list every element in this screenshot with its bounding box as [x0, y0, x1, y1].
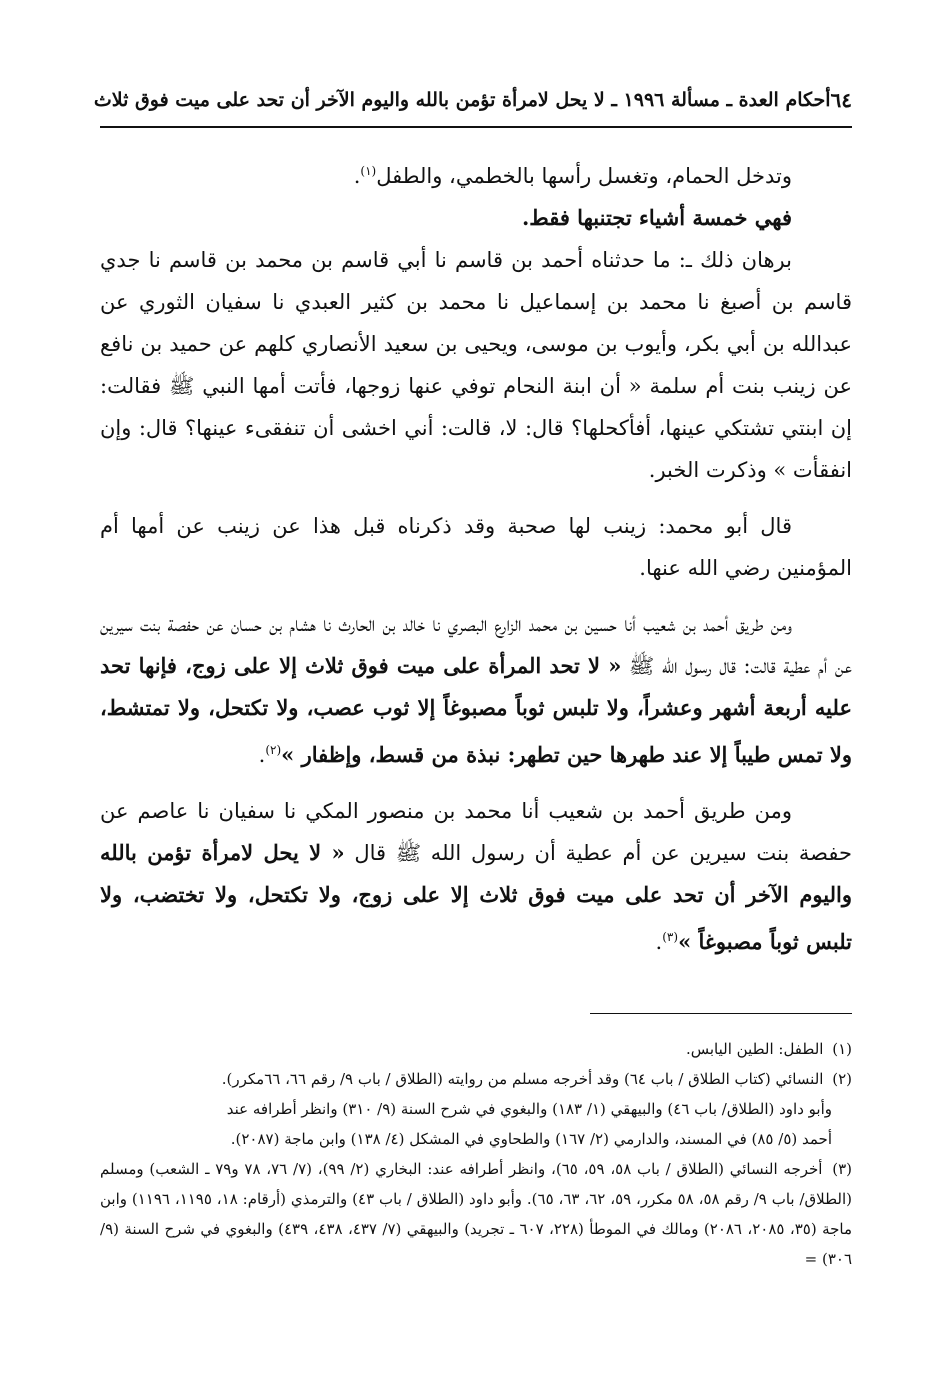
- footnote-divider: [590, 1013, 852, 1014]
- footnote-number: (٢): [832, 1070, 852, 1088]
- paragraph-abu-muhammad: قال أبو محمد: زينب لها صحبة وقد ذكرناه قبل هذا عن زينب عن أمها أم المؤمنين رضي الله عنها.: [100, 514, 852, 580]
- hadith-text: « لا تحد المرأة على ميت فوق ثلاث إلا على زوج، فإنها تحد عليه أربعة أشهر وعشراً، ولا تلبس ثوباً مصبوغاً إلا ثوب عصب، ولا تكتحل، ولا تمتشط، ولا تمس طيباً إلا عند طهرها حين تطهر: نبذة من قسط، وإظفار »: [100, 653, 852, 767]
- footnote: [100, 1064, 852, 1094]
- paragraph-text: وتدخل الحمام، وتغسل رأسها بالخطمي، والطفل: [376, 164, 792, 188]
- paragraph-summary: فهي خمسة أشياء تجتنبها فقط.: [521, 205, 792, 230]
- footnote-text: الطفل: الطين اليابس.: [685, 1040, 824, 1058]
- hadith-text: « لا يحل لامرأة تؤمن بالله واليوم الآخر أن تحد على ميت فوق ثلاث إلا على زوج، ولا تكتحل، ولا تختضب، ولا تلبس ثوباً مصبوغاً »: [100, 840, 852, 954]
- paragraph-hadith-1: [100, 603, 852, 776]
- footnote-number: (٣): [832, 1160, 852, 1178]
- isnad-text: ومن طريق أحمد بن شعيب أنا حسين بن محمد الزارع البصري نا خالد بن الحارث نا هشام بن حسان عن حفصة بنت سيرين عن أم عطية قالت: قال رسول الله ﷺ: [100, 612, 852, 678]
- running-title: أحكام العدة ـ مسألة ١٩٩٦ ـ لا يحل لامرأة تؤمن بالله واليوم الآخر أن تحد على ميت فوق ثلاث: [93, 89, 831, 111]
- isnad-text: ومن طريق أحمد بن شعيب أنا محمد بن منصور المكي نا سفيان نا عاصم عن حفصة بنت سيرين عن أم عطية أن رسول الله ﷺ قال: [100, 799, 852, 865]
- page-number: ٦٤: [830, 88, 852, 112]
- footnote-ref: (١): [360, 164, 377, 178]
- page-header: [93, 80, 852, 120]
- header-divider: [100, 126, 852, 128]
- paragraph-hadith-2: [100, 790, 852, 963]
- footnote-continuation: أحمد (٥/ ٨٥) في المسند، والدارمي (٢/ ١٦٧) والطحاوي في المشكل (٤/ ١٣٨) وابن ماجة (٢٠٨٧).: [230, 1130, 832, 1148]
- footnotes: [100, 1034, 852, 1274]
- main-text: [100, 150, 852, 963]
- paragraph-end: .: [655, 930, 663, 954]
- footnote-text: أخرجه النسائي (الطلاق / باب ٥٨، ٥٩، ٦٥)، وانظر أطرافه عند: البخاري (٢/ ٩٩)، (٧/ ٧٦، ٧٨ و٧٩ ـ الشعب) ومسلم (الطلاق/ باب ٩/ رقم ٥٨، ٥٨ مكرر، ٥٩، ٦٢، ٦٣، ٦٥). وأبو داود (الطلاق / باب ٤٣) والترمذي (أرقام: ١٨، ١١٩٥، ١١٩٦) وابن ماجة (٣٥، ٢٠٨٥، ٢٠٨٦) ومالك في الموطأ (٢٢٨، ٦٠٧ ـ تجريد) والبيهقي (٧/ ٤٣٧، ٤٣٨، ٤٣٩) والبغوي في شرح السنة (٩/ ٣٠٦) =: [100, 1160, 853, 1268]
- footnote-text: النسائي (كتاب الطلاق / باب ٦٤) وقد أخرجه مسلم من روايته (الطلاق / باب ٩/ رقم ٦٦، ٦٦مكرر).: [221, 1070, 824, 1088]
- footnote: [100, 1034, 852, 1064]
- paragraph: [100, 150, 852, 197]
- paragraph-end: .: [258, 743, 266, 767]
- paragraph-proof: برهان ذلك ـ: ما حدثناه أحمد بن قاسم نا أبي قاسم بن محمد بن قاسم نا جدي قاسم بن أصبغ نا محمد بن إسماعيل نا محمد بن كثير العبدي نا سفيان الثوري عن عبدالله بن أبي بكر، وأيوب بن موسى، ويحيى بن سعيد الأنصاري كلهم عن حميد بن نافع عن زينب بنت أم سلمة « أن ابنة النحام توفي عنها زوجها، فأتت أمها النبي ﷺ فقالت: إن ابنتي تشتكي عينها، أفأكحلها؟ قال: لا، قالت: أني اخشى أن تنفقىء عينها؟ قال: وإن انفقأت » وذكرت الخبر.: [100, 248, 852, 482]
- footnote-ref: (٢): [265, 743, 282, 757]
- footnote-ref: (٣): [662, 930, 679, 944]
- footnote: [100, 1154, 852, 1274]
- paragraph-end: .: [353, 164, 361, 188]
- footnote-continuation: وأبو داود (الطلاق/ باب ٤٦) والبيهقي (١/ ١٨٣) والبغوي في شرح السنة (٩/ ٣١٠) وانظر أطرافه عند: [226, 1100, 832, 1118]
- footnote-number: (١): [832, 1040, 852, 1058]
